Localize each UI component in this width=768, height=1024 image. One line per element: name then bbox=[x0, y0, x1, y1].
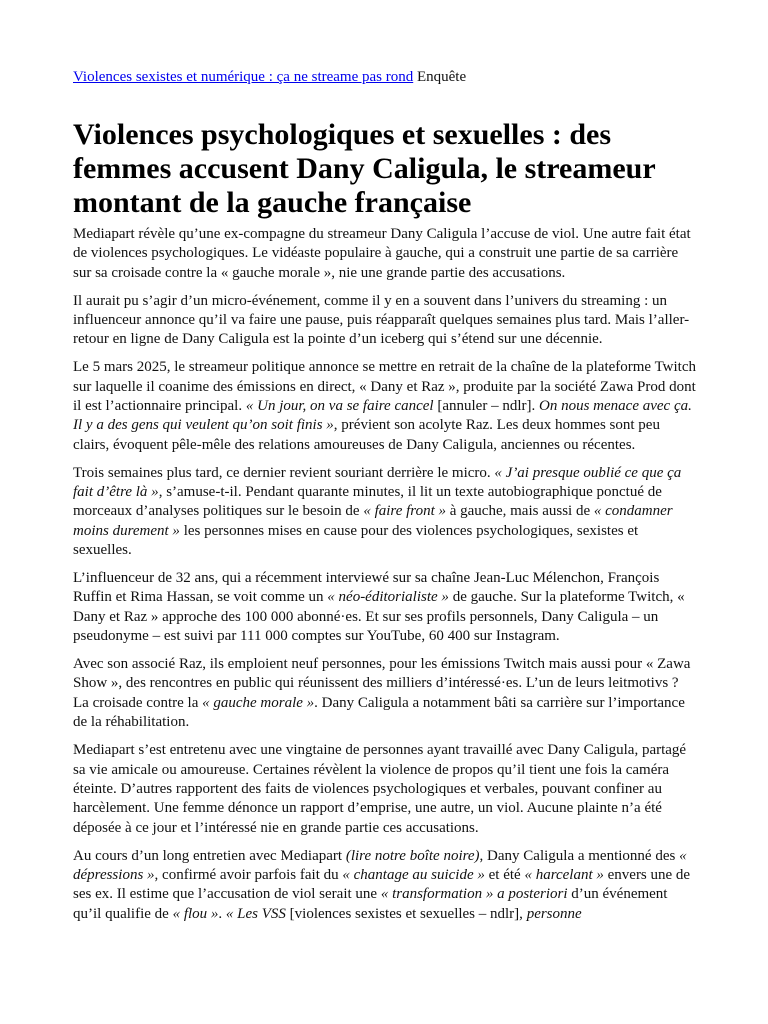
body-paragraph bbox=[73, 569, 696, 647]
italic-quote: personne bbox=[526, 905, 582, 922]
italic-quote: « harcelant » bbox=[524, 866, 604, 883]
text-run: [violences sexistes et sexuelles – ndlr], bbox=[285, 905, 527, 922]
series-link[interactable]: Violences sexistes et numérique : ça ne streame pas rond bbox=[73, 69, 414, 85]
text-run: Il aurait pu s’agir d’un micro-événement, comme il y en a souvent dans l’univers du streaming : un influenceur annonce qu’il va faire une pause, puis réapparaît quelques semaines plus tard. Mais l’aller-retour en ligne de Dany Caligula est la pointe d’un iceberg qui s’étend sur une décennie. bbox=[73, 292, 690, 348]
italic-quote: « faire front » bbox=[363, 503, 446, 520]
italic-quote: « gauche morale » bbox=[202, 694, 315, 711]
text-run: , Dany Caligula a mentionné des bbox=[479, 847, 680, 864]
body-paragraph bbox=[73, 464, 696, 561]
text-run: [annuler – ndlr]. bbox=[433, 398, 539, 415]
italic-quote: « Un jour, on va se faire cancel bbox=[245, 398, 434, 415]
italic-quote: « J’ai presque oublié ce que ça fait d’être là » bbox=[73, 464, 682, 501]
text-run: Mediapart s’est entretenu avec une vingtaine de personnes ayant travaillé avec Dany Caligula, partagé sa vie amicale ou amoureuse. Certaines révèlent la violence de propos qu’il tient une fois la caméra éteinte. D’autres rapportent des faits de violences psychologiques et verbales, pouvant confiner au harcèlement. Une femme dénonce un rapport d’emprise, une autre, un viol. Aucune plainte n’a été déposée à ce jour et l’intéressé nie en grande partie ces accusations. bbox=[73, 742, 687, 836]
body-paragraph bbox=[73, 358, 696, 455]
italic-quote: (lire notre boîte noire) bbox=[345, 847, 480, 864]
italic-quote: On nous menace avec ça. Il y a des gens qui veulent qu’on soit finis » bbox=[73, 398, 692, 434]
text-run: d’un événement qu’il qualifie de bbox=[73, 886, 668, 922]
text-run: , confirmé avoir parfois fait du bbox=[154, 866, 343, 883]
italic-quote: « flou » bbox=[172, 905, 219, 922]
text-run: , s’amuse-t-il. Pendant quarante minutes, il lit un texte autobiographique ponctué de morceaux d’analyses politiques sur le besoin de bbox=[73, 484, 662, 520]
body-paragraph bbox=[73, 292, 696, 350]
text-run: envers une de ses ex. Il estime que l’accusation de viol serait une bbox=[73, 866, 691, 903]
text-run: , prévient son acolyte Raz. Les deux hommes sont peu clairs, évoquent pêle-mêle des relations amoureuses de Dany Caligula, anciennes ou récentes. bbox=[73, 417, 660, 453]
article-body bbox=[73, 292, 696, 925]
text-run: Au cours d’un long entretien avec Mediapart bbox=[73, 847, 346, 864]
italic-quote: « Les VSS bbox=[225, 905, 286, 922]
body-paragraph bbox=[73, 741, 696, 838]
text-run: Trois semaines plus tard, ce dernier revient souriant derrière le micro. bbox=[73, 464, 495, 481]
text-run: Avec son associé Raz, ils emploient neuf personnes, pour les émissions Twitch mais aussi pour « Zawa Show », des rencontres en public qui réunissent des milliers d’intéressé·es. L’un de leurs leitmotivs ? La croisade contre la bbox=[73, 656, 691, 711]
text-run: . Dany Caligula a notamment bâti sa carrière sur l’importance de la réhabilitation. bbox=[73, 694, 685, 731]
text-run: de gauche. Sur la plateforme Twitch, « Dany et Raz » approche des 100 000 abonné·es. Et sur ses profils personnels, Dany Caligula – un pseudonyme – est suivi par 111 000 comptes sur YouTube, 60 400 sur Instagram. bbox=[73, 589, 685, 645]
text-run: les personnes mises en cause pour des violences psychologiques, sexistes et sexuelles. bbox=[73, 522, 639, 559]
italic-quote: « transformation » a posteriori bbox=[380, 886, 568, 903]
section-label: Enquête bbox=[416, 69, 467, 85]
text-run: et été bbox=[484, 866, 525, 883]
body-paragraph bbox=[73, 847, 696, 925]
kicker bbox=[73, 66, 696, 88]
standfirst: Mediapart révèle qu’une ex-compagne du streameur Dany Caligula l’accuse de viol. Une autre fait état de violences psychologiques. Le vidéaste populaire à gauche, qui a construit une partie de sa carrière sur sa croisade contre la « gauche morale », nie une grande partie des accusations. bbox=[73, 226, 691, 281]
italic-quote: « condamner moins durement » bbox=[73, 503, 673, 539]
body-paragraph bbox=[73, 655, 696, 733]
italic-quote: « chantage au suicide » bbox=[342, 866, 485, 883]
italic-quote: « dépressions » bbox=[73, 847, 687, 883]
text-run: L’influenceur de 32 ans, qui a récemment interviewé sur sa chaîne Jean-Luc Mélenchon, François Ruffin et Rima Hassan, se voit comme un bbox=[73, 570, 660, 606]
text-run: . bbox=[218, 905, 226, 922]
text-run: à gauche, mais aussi de bbox=[445, 503, 594, 520]
italic-quote: « néo-éditorialiste » bbox=[327, 589, 449, 606]
text-run: Le 5 mars 2025, le streameur politique annonce se mettre en retrait de la chaîne de la plateforme Twitch sur laquelle il coanime des émissions en direct, « Dany et Raz », produite par la société Zawa Prod dont il est l’actionnaire principal. bbox=[73, 359, 697, 415]
headline: Violences psychologiques et sexuelles : des femmes accusent Dany Caligula, le streameur montant de la gauche française bbox=[73, 118, 656, 219]
